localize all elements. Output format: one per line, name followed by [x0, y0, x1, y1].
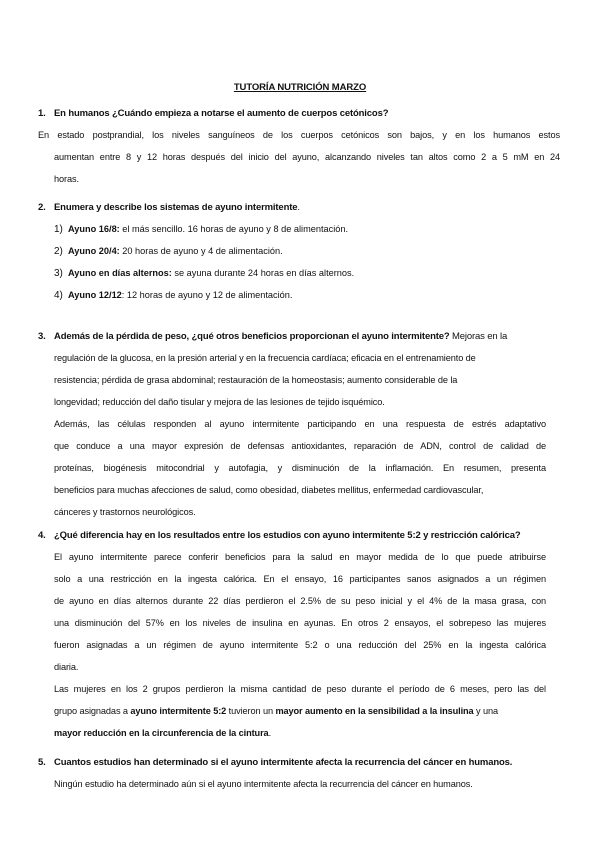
- item-number: 2): [54, 246, 63, 257]
- answer-4-paragraph-2: [54, 678, 546, 744]
- question-4: [38, 530, 520, 541]
- question-end: .: [297, 202, 300, 213]
- question-number: 4.: [38, 530, 46, 541]
- question-text: ¿Qué diferencia hay en los resultados entre los estudios con ayuno intermitente 5:2 y restricción calórica?: [54, 530, 521, 541]
- answer-5: [54, 773, 554, 795]
- text-run: grupo asignadas a: [54, 706, 131, 716]
- item-text: 20 horas de ayuno y 4 de alimentación.: [119, 246, 283, 256]
- item-number: 1): [54, 224, 63, 235]
- list-item: [54, 224, 348, 235]
- answer-3: [54, 347, 546, 523]
- text-run: .: [268, 728, 272, 738]
- item-number: 3): [54, 268, 63, 279]
- question-number: 1.: [38, 108, 46, 119]
- answer-line: Además, las células responden al ayuno intermitente participando en una respuesta de estrés adaptativo: [54, 419, 546, 429]
- question-number: 2.: [38, 202, 46, 213]
- answer-line: [54, 700, 546, 722]
- answer-line: En estado postprandial, los niveles sanguíneos de los cuerpos cetónicos son bajos, y en los humanos estos: [38, 130, 560, 140]
- item-number: 4): [54, 290, 63, 301]
- answer-line: El ayuno intermitente parece conferir beneficios para la salud en mayor medida de lo que puede atribuirse: [54, 552, 546, 562]
- answer-start: Mejoras en la: [449, 331, 508, 342]
- item-term: Ayuno en días alternos:: [68, 268, 172, 278]
- item-term: Ayuno 20/4:: [68, 246, 120, 256]
- item-text: : 12 horas de ayuno y 12 de alimentación.: [121, 290, 293, 300]
- answer-line: fueron asignadas a un régimen de ayuno intermitente 5:2 o una reducción del 25% en la ingesta calórica: [54, 640, 546, 650]
- answer-line: horas.: [54, 174, 79, 184]
- question-text: En humanos ¿Cuándo empieza a notarse el aumento de cuerpos cetónicos?: [54, 108, 389, 119]
- text-run: y una: [473, 706, 498, 716]
- answer-line: proteínas, biogénesis mitocondrial y autofagia, y disminución de la inflamación. En resumen, presenta: [54, 463, 546, 473]
- answer-1: [38, 124, 560, 190]
- question-5: [38, 757, 512, 768]
- question-3: [38, 331, 507, 342]
- question-text: Enumera y describe los sistemas de ayuno intermitente: [54, 202, 298, 213]
- answer-line: de ayuno en días alternos durante 22 días perdieron el 2.5% de su peso inicial y el 4% de la masa grasa, con: [54, 596, 546, 606]
- bold-run: mayor reducción en la circunferencia de la cintura: [54, 728, 269, 738]
- question-1: [38, 108, 388, 119]
- item-term: Ayuno 12/12: [68, 290, 122, 300]
- question-text: Cuantos estudios han determinado si el ayuno intermitente afecta la recurrencia del cáncer en humanos.: [54, 757, 513, 768]
- answer-line: longevidad; reducción del daño tisular y mejora de las lesiones de tejido isquémico.: [54, 397, 385, 407]
- document-title: TUTORÍA NUTRICIÓN MARZO: [233, 82, 367, 93]
- answer-line: aumentan entre 8 y 12 horas después del inicio del ayuno, alcanzando niveles tan altos como 2 a 5 mM en 24: [54, 152, 560, 162]
- answer-line: Ningún estudio ha determinado aún si el ayuno intermitente afecta la recurrencia del cáncer en humanos.: [54, 779, 473, 789]
- answer-line: que conduce a una mayor expresión de defensas antioxidantes, reparación de ADN, control de calidad de: [54, 441, 546, 451]
- list-item: [54, 290, 292, 301]
- text-run: tuvieron un: [226, 706, 276, 716]
- question-number: 5.: [38, 757, 46, 768]
- answer-line: una disminución del 57% en los niveles de insulina en ayunas. En otros 2 ensayos, el sobrepeso las mujeres: [54, 618, 546, 628]
- answer-line: solo a una restricción en la ingesta calórica. En el ensayo, 16 participantes sanos asignados a un régimen: [54, 574, 546, 584]
- bold-run: ayuno intermitente 5:2: [130, 706, 227, 716]
- question-2: [38, 202, 300, 213]
- item-text: se ayuna durante 24 horas en días alternos.: [171, 268, 355, 278]
- answer-line: [54, 722, 546, 744]
- answer-line: resistencia; pérdida de grasa abdominal; restauración de la homeostasis; aumento considerable de la: [54, 375, 458, 385]
- bold-run: mayor aumento en la sensibilidad a la insulina: [275, 706, 474, 716]
- answer-line: Las mujeres en los 2 grupos perdieron la misma cantidad de peso durante el período de 6 meses, pero las del: [54, 684, 546, 694]
- question-number: 3.: [38, 331, 46, 342]
- list-item: [54, 268, 354, 279]
- list-item: [54, 246, 283, 257]
- answer-line: regulación de la glucosa, en la presión arterial y en la frecuencia cardíaca; eficacia en el entrenamiento de: [54, 353, 476, 363]
- answer-4: [54, 546, 546, 678]
- item-text: el más sencillo. 16 horas de ayuno y 8 de alimentación.: [119, 224, 349, 234]
- question-text: Además de la pérdida de peso, ¿qué otros beneficios proporcionan el ayuno intermitente?: [54, 331, 450, 342]
- answer-line: beneficios para muchas afecciones de salud, como obesidad, diabetes mellitus, enfermedad cardiovascular,: [54, 485, 484, 495]
- answer-line: cánceres y trastornos neurológicos.: [54, 507, 196, 517]
- item-term: Ayuno 16/8:: [68, 224, 120, 234]
- answer-line: diaria.: [54, 662, 79, 672]
